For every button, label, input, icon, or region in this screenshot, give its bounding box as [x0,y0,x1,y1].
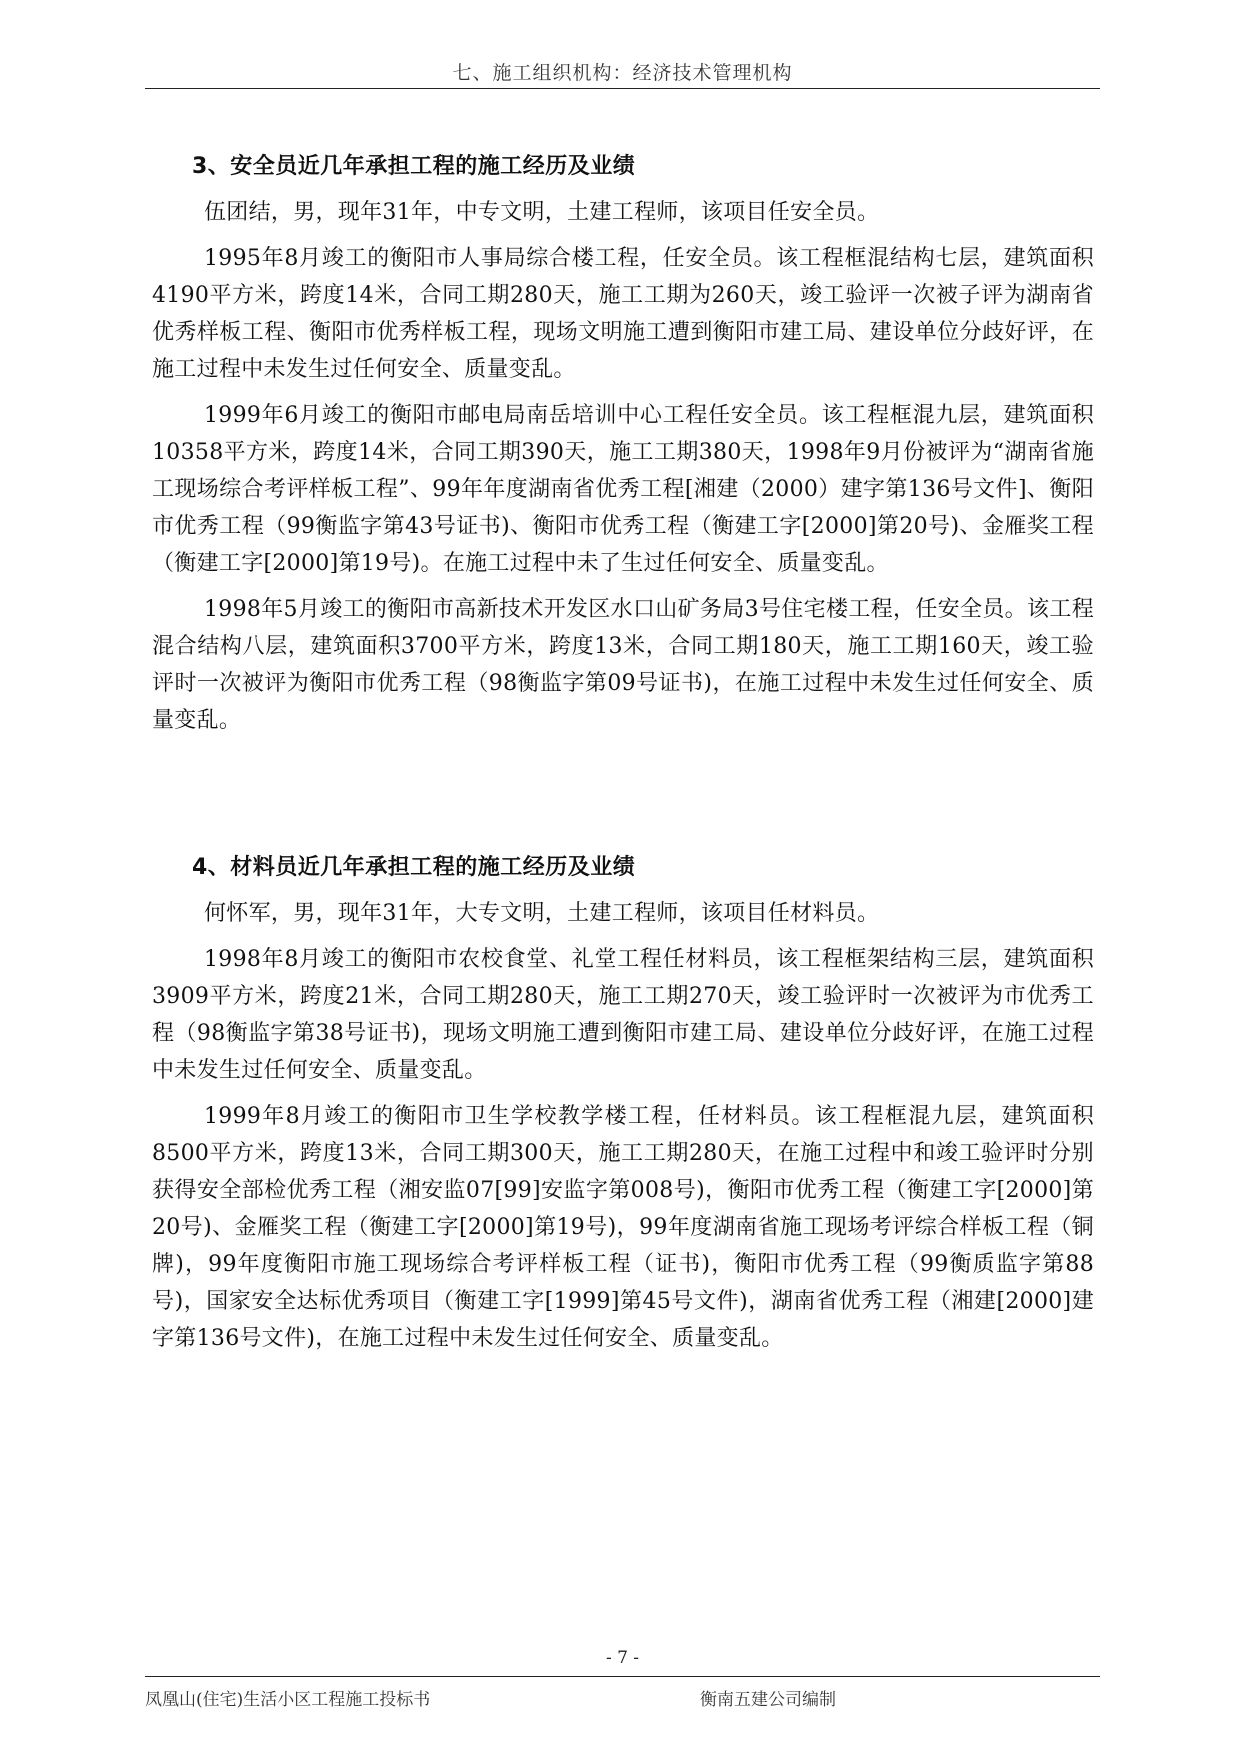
footer-company: 衡南五建公司编制 [700,1690,836,1710]
paragraph-profile: 伍团结，男，现年31年，中专文明，土建工程师，该项目任安全员。 [204,200,880,225]
paragraph-project: 1998年5月竣工的衡阳市高新技术开发区水口山矿务局3号住宅楼工程，任安全员。该工程混合结构八层，建筑面积3700平方米，跨度13米，合同工期180天，施工工期160天，竣工验评时一次被评为衡阳市优秀工程（98衡监字第09号证书)，在施工过程中未发生过任何安全、质量变乱。 [152,597,1094,733]
paragraph-project: 1999年6月竣工的衡阳市邮电局南岳培训中心工程任安全员。该工程框混九层，建筑面积10358平方米，跨度14米，合同工期390天，施工工期380天，1998年9月份被评为“湖南省施工现场综合考评样板工程”、99年年度湖南省优秀工程[湘建（2000）建字第136号文件]、衡阳市优秀工程（99衡监字第43号证书)、衡阳市优秀工程（衡建工字[2000]第20号)、金雁奖工程（衡建工字[2000]第19号)。在施工过程中未了生过任何安全、质量变乱。 [152,403,1094,576]
paragraph-project: 1998年8月竣工的衡阳市农校食堂、礼堂工程任材料员，该工程框架结构三层，建筑面积3909平方米，跨度21米，合同工期280天，施工工期270天，竣工验评时一次被评为市优秀工程（98衡监字第38号证书)，现场文明施工遭到衡阳市建工局、建设单位分歧好评，在施工过程中未发生过任何安全、质量变乱。 [152,947,1094,1083]
section-materials-officer [152,849,1094,1357]
paragraph-project: 1995年8月竣工的衡阳市人事局综合楼工程，任安全员。该工程框混结构七层，建筑面积4190平方米，跨度14米，合同工期280天，施工工期为260天，竣工验评一次被子评为湖南省优秀样板工程、衡阳市优秀样板工程，现场文明施工遭到衡阳市建工局、建设单位分歧好评，在施工过程中未发生过任何安全、质量变乱。 [152,246,1094,382]
footer-divider [145,1676,1100,1677]
paragraph-project: 1999年8月竣工的衡阳市卫生学校教学楼工程，任材料员。该工程框混九层，建筑面积8500平方米，跨度13米，合同工期300天，施工工期280天，在施工过程中和竣工验评时分别获得安全部检优秀工程（湘安监07[99]安监字第008号)，衡阳市优秀工程（衡建工字[2000]第20号)、金雁奖工程（衡建工字[2000]第19号)，99年度湖南省施工现场考评综合样板工程（铜牌)，99年度衡阳市施工现场综合考评样板工程（证书)，衡阳市优秀工程（99衡质监字第88号)，国家安全达标优秀项目（衡建工字[1999]第45号文件)，湖南省优秀工程（湘建[2000]建字第136号文件)，在施工过程中未发生过任何安全、质量变乱。 [152,1104,1094,1351]
page-body [152,148,1094,1366]
paragraph-profile: 何怀军，男，现年31年，大专文明，土建工程师，该项目任材料员。 [204,901,880,926]
section-heading: 4、材料员近几年承担工程的施工经历及业绩 [192,855,636,880]
section-safety-officer [152,148,1094,739]
section-heading: 3、安全员近几年承担工程的施工经历及业绩 [192,154,636,179]
page-number: - 7 - [605,1648,640,1668]
footer-document-title: 凤凰山(住宅)生活小区工程施工投标书 [145,1690,431,1710]
running-header: 七、施工组织机构：经济技术管理机构 [452,62,793,84]
header-divider [145,88,1100,89]
